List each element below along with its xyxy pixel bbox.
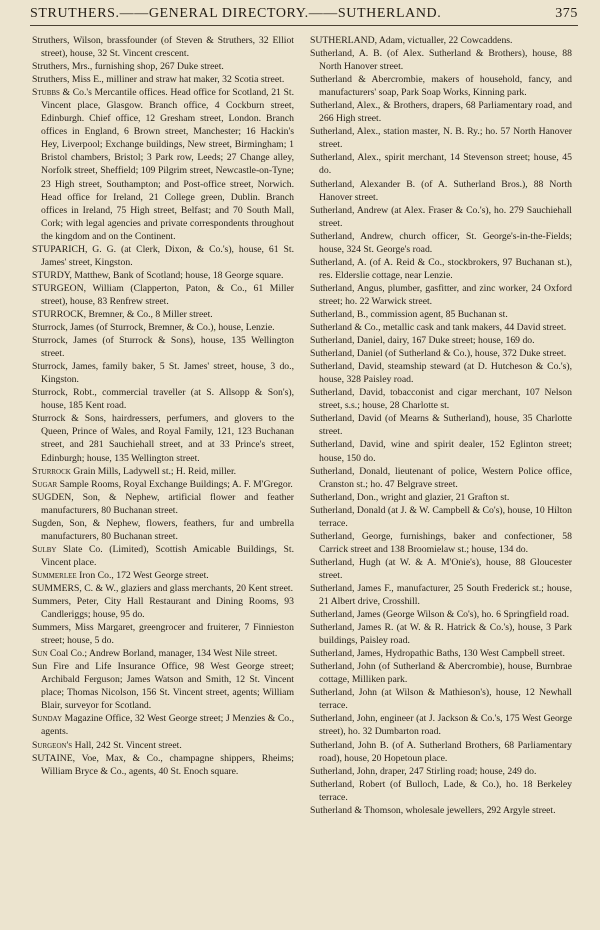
entry-text: Sutherland, Don., wright and glazier, 21 Grafton st. (310, 491, 510, 503)
directory-entry (32, 334, 294, 360)
directory-entry (310, 621, 572, 647)
entry-text: Sutherland, Donald (at J. & W. Campbell & Co's), house, 10 Hilton terrace. (310, 504, 572, 529)
entry-text: Sutherland, David, wine and spirit dealer, 152 Eglinton street; house, 150 do. (310, 439, 572, 464)
entry-text: Sutherland, David, tobacconist and cigar merchant, 107 Nelson street, s.s.; house, 28 Charlotte st. (310, 387, 572, 412)
entry-text: Sutherland, John, draper, 247 Stirling road; house, 249 do. (310, 765, 537, 777)
directory-entry (310, 321, 572, 334)
entry-lead: Sunday (32, 713, 63, 725)
directory-entry (32, 269, 294, 282)
directory-entry (310, 582, 572, 608)
directory-entry (310, 712, 572, 738)
entry-text: Sutherland, Alex., spirit merchant, 14 Stevenson street; house, 45 do. (310, 152, 572, 177)
entry-text: Sutherland, Alex., & Brothers, drapers, 68 Parliamentary road, and 266 High street. (310, 100, 572, 125)
directory-entry (310, 412, 572, 438)
directory-entry (310, 491, 572, 504)
entry-text: Sturrock, James (of Sturrock & Sons), house, 135 Wellington street. (32, 335, 294, 360)
entry-text: Sutherland, James (George Wilson & Co's), ho. 6 Springfield road. (310, 609, 570, 621)
directory-entry (310, 530, 572, 556)
directory-entry (32, 412, 294, 464)
entry-text: SUGDEN, Son, & Nephew, artificial flower and feather manufacturers, 80 Buchanan street. (32, 491, 294, 516)
directory-entry (310, 647, 572, 660)
entry-lead: Sulby (32, 543, 57, 555)
entry-text: SUTHERLAND, Adam, victualler, 22 Cowcaddens. (310, 35, 513, 46)
entry-text: Sutherland, Alex., station master, N. B. Ry.; ho. 57 North Hanover street. (310, 126, 572, 151)
entry-lead: Summerlee (32, 569, 77, 581)
directory-entry (32, 660, 294, 712)
entry-text: Sample Rooms, Royal Exchange Buildings; A. F. M'Gregor. (57, 478, 293, 490)
directory-entry (32, 712, 294, 738)
entry-text: & Co.'s Mercantile offices. Head office for Scotland, 21 St. Vincent place, Glasgow. Branch office, 4 Cockburn street, Edinburgh. Chief office, 12 Gresham street, London. Branch offices in England, 6 Brown street, Manchester; 16 Hackin's Hey, Liverpool; Exchange buildings, New street, Birmingham; 1 Bristol chambers, Bristol; 3 Park row, Leeds; 27 Change alley, Norfolk street, Sheffield; 109 Pilgrim street, Newcastle-on-Tyne; 23 High street, Southampton; and Post-office street, Norwich. Head office for Ireland, 21 College green, Dublin. Branch offices in Ireland, 75 High street, Belfast; and 70 South Mall, Cork; with legal agencies and private correspondents throughout the kingdom and on the Continent. (41, 87, 294, 242)
directory-entry (310, 47, 572, 73)
directory-entry (32, 582, 294, 595)
directory-entry (32, 73, 294, 86)
entry-text: Sutherland, James F., manufacturer, 25 South Frederick st.; house, 21 Albert drive, Crosshill. (310, 582, 572, 608)
directory-entry (32, 243, 294, 269)
entry-text: Coal Co.; Andrew Borland, manager, 134 West Nile street. (47, 648, 278, 660)
entry-text: Sutherland, Daniel, dairy, 167 Duke street; house, 169 do. (310, 335, 535, 347)
entry-text: Sutherland, B., commission agent, 85 Buchanan st. (310, 308, 508, 320)
entry-text: Sun Fire and Life Insurance Office, 98 West George street; Archibald Ferguson; James Watson and Smith, 12 St. Vincent place; Thomas Nicolson, 156 St. Vincent street, agents; William Blair, surveyor for Scotland. (32, 661, 294, 712)
directory-entry (310, 256, 572, 282)
entry-text: Magazine Office, 32 West George street; J Menzies & Co., agents. (41, 713, 294, 738)
directory-entry (310, 739, 572, 765)
entry-lead: Sun (32, 648, 48, 660)
directory-entry (310, 99, 572, 125)
directory-entry (310, 765, 572, 778)
entry-text: Summers, Peter, City Hall Restaurant and Dining Rooms, 93 Candleriggs; house, 95 do. (32, 596, 294, 621)
header-rule (30, 25, 578, 26)
directory-entry (32, 386, 294, 412)
entry-text: Sutherland, Andrew (at Alex. Fraser & Co.'s), ho. 279 Sauchiehall street. (310, 204, 572, 229)
entry-text: Summers, Miss Margaret, greengrocer and fruiterer, 7 Finnieston street; house, 5 do. (32, 622, 294, 647)
directory-entry (310, 73, 572, 99)
directory-entry (310, 347, 572, 360)
entry-text: Sturrock, Robt., commercial traveller (at S. Allsopp & Son's), house, 185 Kent road. (32, 387, 294, 412)
directory-entry (32, 478, 294, 491)
directory-entry (310, 386, 572, 412)
directory-entry (32, 321, 294, 334)
entry-lead: Sugar (32, 478, 58, 490)
entry-text: Sutherland, David (of Mearns & Sutherland), house, 35 Charlotte street. (310, 413, 572, 438)
entry-text: Grain Mills, Ladywell st.; H. Reid, miller. (70, 465, 237, 477)
directory-entry (32, 360, 294, 386)
entry-text: Sutherland, Angus, plumber, gasfitter, and zinc worker, 24 Oxford street; ho. 22 Warwick street. (310, 282, 572, 307)
entry-text: Sutherland, Hugh (at W. & A. M'Onie's), house, 88 Gloucester street. (310, 556, 572, 581)
directory-entry (32, 86, 294, 243)
directory-entry (32, 308, 294, 321)
directory-entry (310, 230, 572, 256)
entry-text: Sutherland, Robert (of Bulloch, Lade, & Co.), ho. 18 Berkeley terrace. (310, 778, 572, 803)
entry-text: STURROCK, Bremner, & Co., 8 Miller street. (32, 308, 213, 320)
directory-entry (310, 282, 572, 308)
directory-entry (310, 360, 572, 386)
entry-text: Iron Co., 172 West George street. (76, 569, 209, 581)
directory-entry (32, 739, 294, 752)
entry-text: Sutherland, A. B. (of Alex. Sutherland & Brothers), house, 88 North Hanover street. (310, 48, 572, 73)
entry-text: Sutherland & Co., metallic cask and tank makers, 44 David street. (310, 322, 567, 334)
entry-text: Hall, 242 St. Vincent street. (72, 739, 182, 751)
entry-text: Sutherland, John B. (of A. Sutherland Brothers, 68 Parliamentary road), house, 20 Hopetoun place. (310, 739, 572, 764)
entry-text: Sutherland, A. (of A. Reid & Co., stockbrokers, 97 Buchanan st.), res. Elderslie cottage, near Lenzie. (310, 256, 572, 281)
directory-entry (310, 608, 572, 621)
directory-entry (32, 621, 294, 647)
entry-text: Sutherland, David, steamship steward (at D. Hutcheson & Co.'s), house, 328 Paisley road. (310, 361, 572, 386)
entry-text: Sutherland, James R. (at W. & R. Hatrick & Co.'s), house, 3 Park buildings, Paisley road. (310, 622, 572, 647)
entry-text: Sutherland, Alexander B. (of A. Sutherland Bros.), 88 North Hanover street. (310, 178, 572, 203)
directory-entry (310, 178, 572, 204)
left-column (32, 34, 294, 778)
entry-lead: Stubbs (32, 87, 60, 99)
directory-entry (310, 504, 572, 530)
directory-entry (32, 543, 294, 569)
entry-text: Struthers, Mrs., furnishing shop, 267 Duke street. (32, 61, 224, 73)
entry-text: Struthers, Miss E., milliner and straw hat maker, 32 Scotia street. (32, 74, 285, 86)
directory-entry (32, 34, 294, 60)
entry-text: Sturrock & Sons, hairdressers, perfumers, and glovers to the Queen, Prince of Wales, and Royal Family, 121, 123 Buchanan street, and 281 Sauchiehall street, and at 33 Prince's street, Edinburgh; house, 135 Wellington street. (32, 413, 294, 464)
directory-entry (32, 491, 294, 517)
entry-text: Sutherland, John (of Sutherland & Abercrombie), house, Burnbrae cottage, Milliken park. (310, 661, 572, 686)
entry-text: Sutherland & Thomson, wholesale jewellers, 292 Argyle street. (310, 804, 556, 816)
entry-text: Sutherland, John, engineer (at J. Jackson & Co.'s, 175 West George street), ho. 32 Dumbarton road. (310, 713, 572, 738)
directory-entry (310, 334, 572, 347)
directory-entry (310, 151, 572, 177)
entry-text: Slate Co. (Limited), Scottish Amicable Buildings, St. Vincent place. (41, 543, 294, 568)
entry-text: Sutherland, Daniel (of Sutherland & Co.), house, 372 Duke street. (310, 348, 567, 360)
directory-entry (32, 60, 294, 73)
directory-entry (32, 569, 294, 582)
entry-text: STURGEON, William (Clapperton, Paton, & Co., 61 Miller street), house, 83 Renfrew street. (32, 282, 294, 307)
right-column (310, 34, 572, 817)
entry-text: SUMMERS, C. & W., glaziers and glass merchants, 20 Kent street. (32, 582, 293, 594)
entry-text: STUPARICH, G. G. (at Clerk, Dixon, & Co.'s), house, 61 St. James' street, Kingston. (32, 243, 294, 268)
entry-text: Struthers, Wilson, brassfounder (of Steven & Struthers, 32 Elliot street), house, 32 St. Vincent crescent. (32, 35, 294, 60)
directory-entry (310, 465, 572, 491)
directory-entry (310, 34, 572, 47)
directory-entry (32, 595, 294, 621)
entry-text: Sugden, Son, & Nephew, flowers, feathers, fur and umbrella manufacturers, 80 Buchanan street. (32, 517, 294, 542)
entry-text: Sutherland & Abercrombie, makers of household, fancy, and manufacturers' soap, Park Soap Works, Kinning park. (310, 74, 572, 99)
running-title: STRUTHERS.——GENERAL DIRECTORY.——SUTHERLAND. (30, 6, 442, 21)
entry-text: Sutherland, James, Hydropathic Baths, 130 West Campbell street. (310, 648, 565, 660)
directory-entry (32, 517, 294, 543)
entry-text: Sutherland, George, furnishings, baker and confectioner, 58 Carrick street and 138 Broomielaw st.; house, 134 do. (310, 530, 572, 555)
directory-entry (32, 752, 294, 778)
directory-entry (32, 282, 294, 308)
entry-text: Sutherland, John (at Wilson & Mathieson's), house, 12 Newhall terrace. (310, 687, 572, 712)
directory-entry (310, 686, 572, 712)
directory-entry (32, 465, 294, 478)
directory-entry (310, 204, 572, 230)
directory-entry (310, 778, 572, 804)
entry-lead: Surgeon's (32, 739, 73, 751)
directory-entry (310, 308, 572, 321)
directory-entry (310, 556, 572, 582)
directory-entry (310, 125, 572, 151)
entry-text: Sutherland, Donald, lieutenant of police, Western Police office, Cranston st.; ho. 47 Belgrave street. (310, 465, 572, 490)
directory-entry (32, 647, 294, 660)
page-number: 375 (555, 6, 578, 21)
directory-entry (310, 660, 572, 686)
directory-entry (310, 804, 572, 817)
directory-entry (310, 438, 572, 464)
entry-text: SUTAINE, Voe, Max, & Co., champagne shippers, Rheims; William Bryce & Co., agents, 40 St. Enoch square. (32, 752, 294, 777)
entry-text: Sturrock, James, family baker, 5 St. James' street, house, 3 do., Kingston. (32, 361, 294, 386)
entry-lead: Sturrock (32, 465, 71, 477)
entry-text: STURDY, Matthew, Bank of Scotland; house, 18 George square. (32, 269, 284, 281)
running-header (30, 6, 578, 26)
entry-text: Sturrock, James (of Sturrock, Bremner, & Co.), house, Lenzie. (32, 322, 275, 334)
entry-text: Sutherland, Andrew, church officer, St. George's-in-the-Fields; house, 324 St. George's road. (310, 230, 572, 255)
